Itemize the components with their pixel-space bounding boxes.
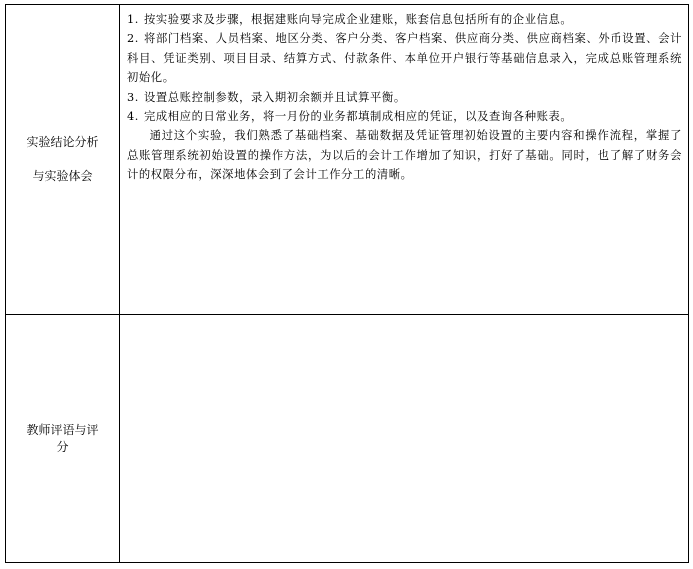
- teacher-comment-content-cell[interactable]: [120, 315, 689, 563]
- conclusion-item-3: [127, 88, 682, 107]
- item-number: 1.: [127, 13, 139, 26]
- conclusion-item-4: [127, 107, 682, 126]
- teacher-comment-label-cell: [6, 315, 120, 563]
- conclusion-item-2: [127, 29, 682, 87]
- item-number: 2.: [127, 32, 139, 46]
- label-spacer: [6, 151, 119, 168]
- item-number: 4.: [127, 110, 139, 124]
- item-number: 3.: [127, 90, 139, 104]
- item-text: 设置总账控制参数，录入期初余额并且试算平衡。: [143, 90, 406, 104]
- teacher-comment-row: [6, 315, 689, 563]
- conclusion-item-1: [127, 10, 682, 29]
- conclusion-label-line1: 实验结论分析: [26, 135, 99, 149]
- item-text: 完成相应的日常业务，将一月份的业务都填制成相应的凭证，以及查询各种账表。: [143, 110, 573, 124]
- conclusion-summary: 通过这个实验，我们熟悉了基础档案、基础数据及凭证管理初始设置的主要内容和操作流程，掌握了总账管理系统初始设置的操作方法，为以后的会计工作增加了知识，打好了基础。同时，也了解了财务会计的权限分布，深深地体会到了会计工作分工的清晰。: [127, 129, 682, 182]
- conclusion-content-cell: [120, 5, 689, 315]
- teacher-label-line2: 分: [56, 439, 69, 454]
- item-text: 将部门档案、人员档案、地区分类、客户分类、客户档案、供应商分类、供应商档案、外币设置、会计科目、凭证类别、项目目录、结算方式、付款条件、本单位开户银行等基础信息录入，完成总账管理系统初始化。: [127, 32, 682, 85]
- item-text: 按实验要求及步骤，根据建账向导完成企业建账，账套信息包括所有的企业信息。: [143, 13, 573, 26]
- teacher-label-line1: 教师评语与评: [26, 422, 99, 437]
- conclusion-row: [6, 5, 689, 315]
- conclusion-label-line2: 与实验体会: [32, 169, 93, 183]
- conclusion-label-cell: [6, 5, 120, 315]
- experiment-report-table: [5, 4, 689, 563]
